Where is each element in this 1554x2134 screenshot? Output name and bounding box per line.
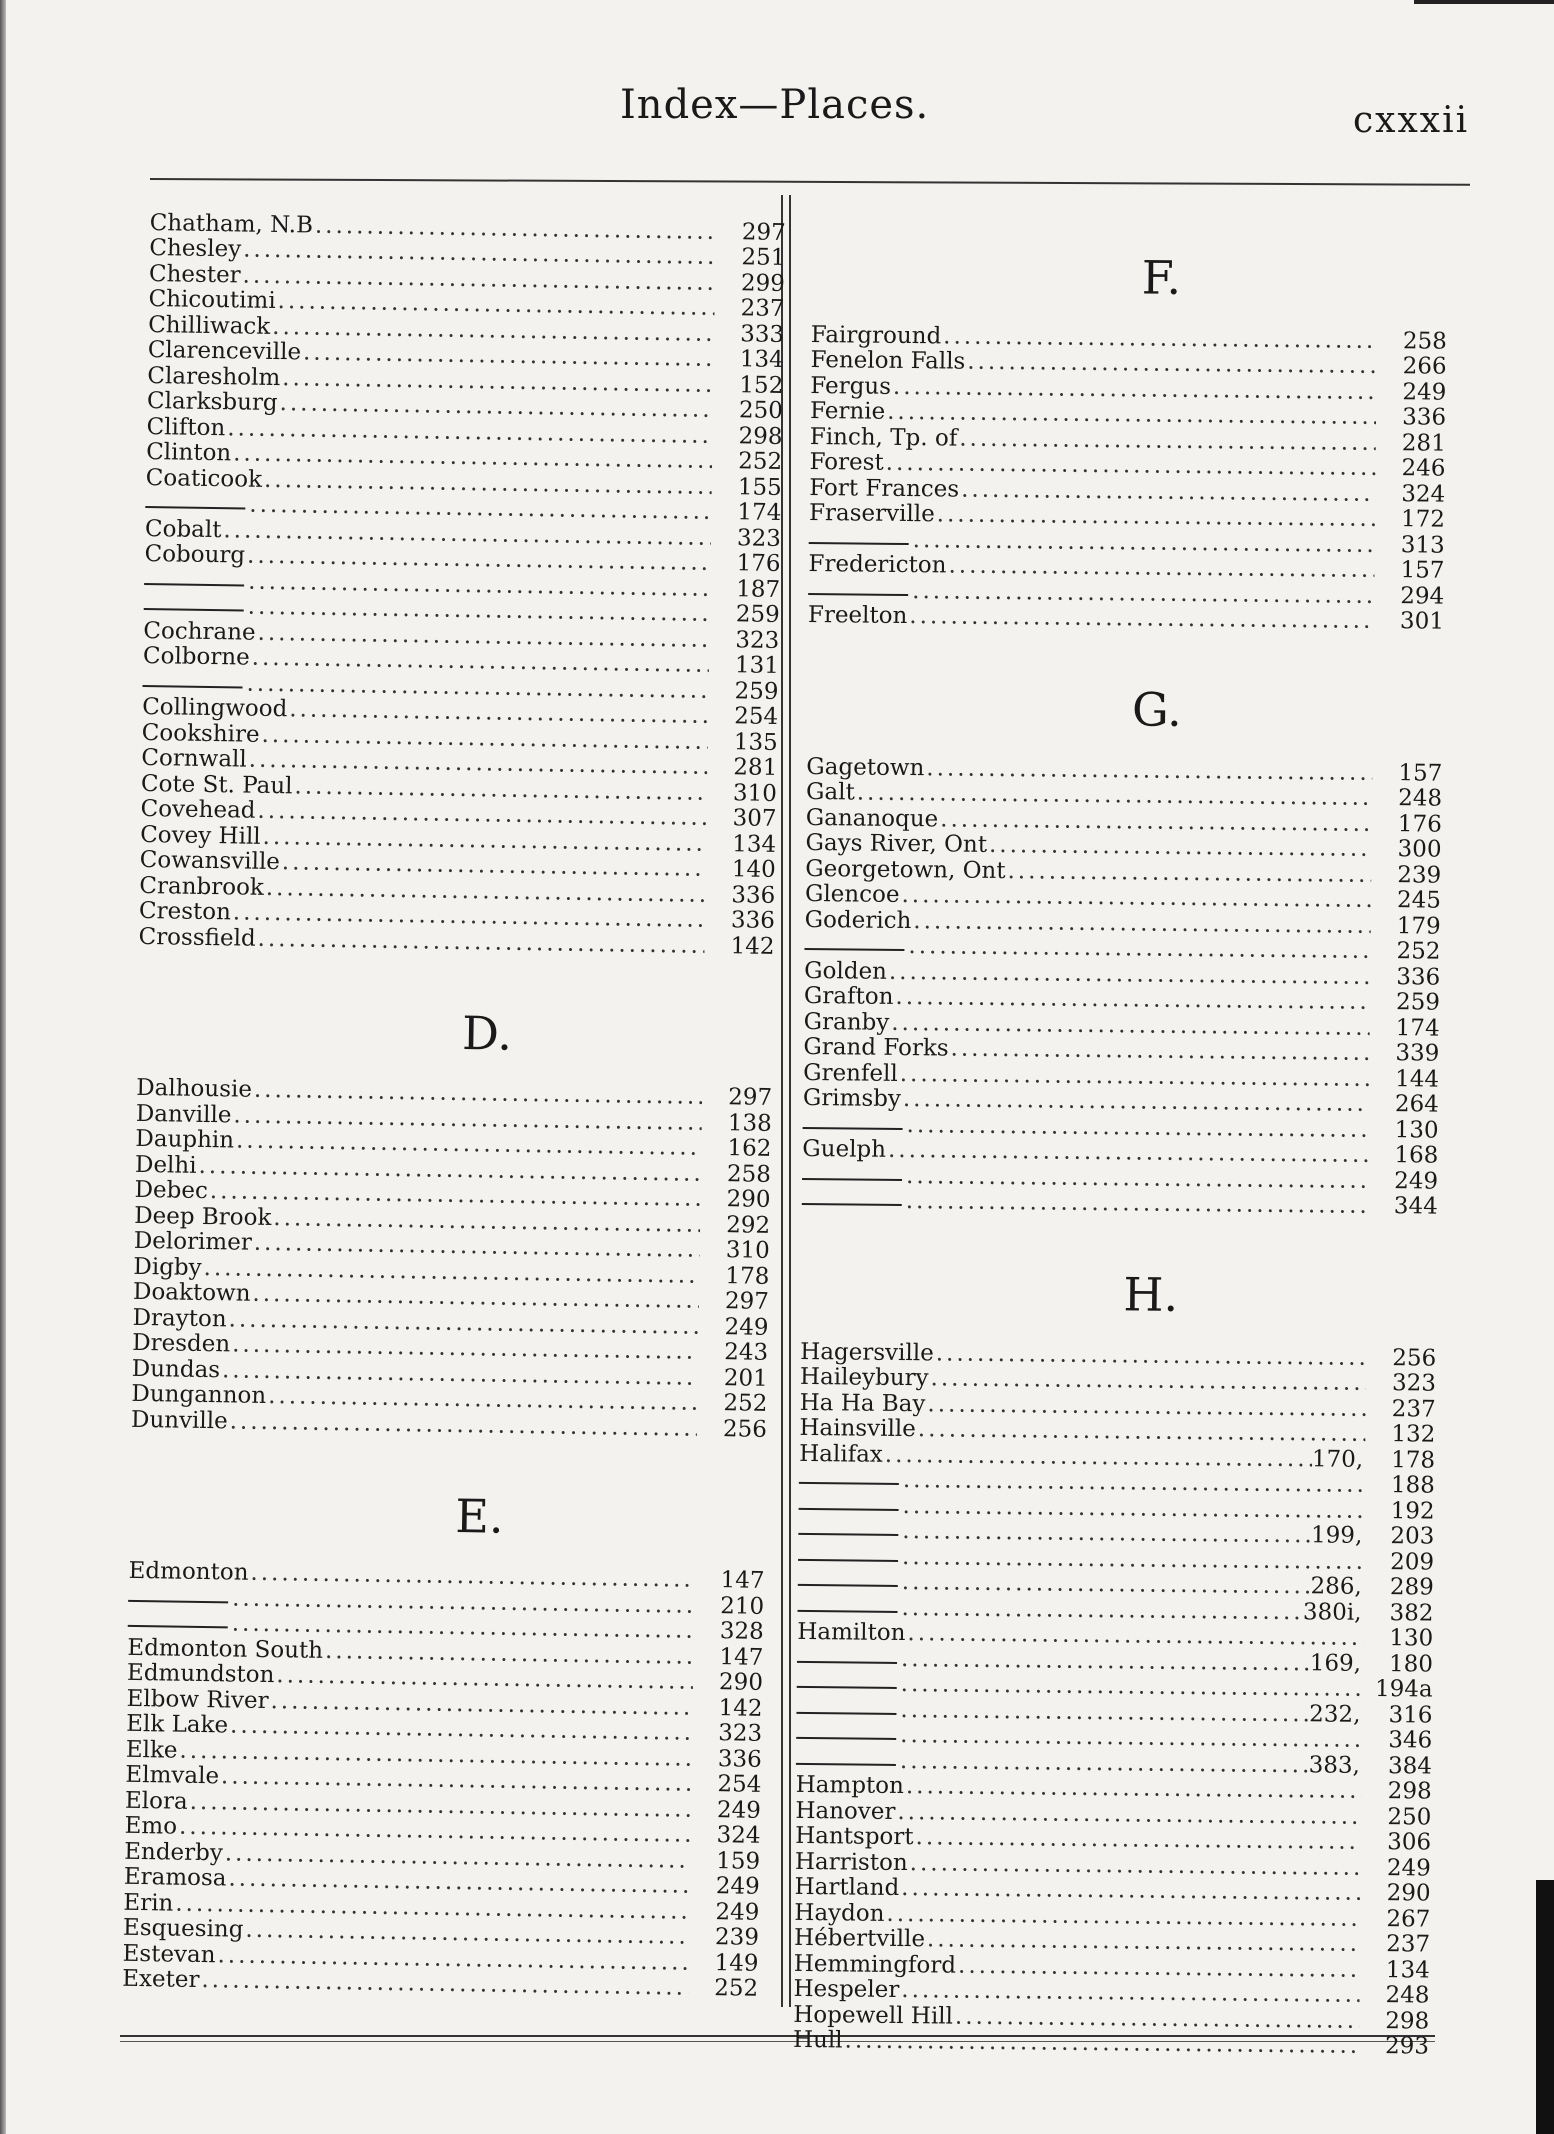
ditto-dash	[802, 1177, 902, 1180]
page-ref: 267	[1386, 1905, 1431, 1933]
page-ref: 301	[1399, 608, 1445, 635]
place-name: Hampton	[795, 1771, 905, 1800]
page-ref: 336	[1402, 404, 1447, 431]
dot-leader	[958, 1953, 1360, 1982]
page-ref: 147	[720, 1567, 765, 1594]
dot-leader	[989, 833, 1372, 862]
page-ref: 323	[736, 524, 782, 552]
page-ref: 203	[1390, 1523, 1435, 1550]
place-name: Forest	[809, 448, 884, 476]
dot-leader	[885, 1442, 1312, 1471]
page-ref: 333	[740, 320, 785, 348]
page-ref: 144	[1395, 1065, 1440, 1093]
page-ref: 250	[1387, 1803, 1432, 1831]
place-name: Erin	[123, 1889, 174, 1917]
page-ref: 299	[740, 269, 786, 297]
place-name: Enderby	[124, 1838, 224, 1866]
page-ref: 209	[1390, 1548, 1435, 1576]
page-ref: 180	[1388, 1650, 1434, 1678]
place-name: Exeter	[122, 1965, 200, 1993]
page-ref: 298	[1385, 2007, 1430, 2035]
place-name: Clarenceville	[147, 336, 302, 366]
page-ref: 249	[724, 1313, 769, 1341]
page-ref: 134	[739, 346, 784, 373]
page-ref: 239	[1397, 861, 1442, 889]
page-ref: 258	[726, 1160, 772, 1188]
dot-leader	[906, 1189, 1368, 1219]
place-name: Guelph	[802, 1135, 887, 1163]
place-name: Colborne	[142, 642, 250, 671]
place-name: Clarksburg	[146, 387, 278, 417]
page-ref: 243	[724, 1339, 769, 1366]
page-ref: 194a	[1374, 1675, 1433, 1703]
page-ref: 252	[723, 1390, 768, 1417]
ditto-dash	[796, 1737, 896, 1740]
place-name: Elke	[125, 1736, 178, 1764]
page-ref: 179	[1396, 912, 1441, 940]
place-name: Edmonton	[128, 1557, 249, 1586]
page-ref: 250	[738, 397, 784, 424]
page-ref: 264	[1394, 1091, 1439, 1118]
page-ref: 210	[720, 1592, 765, 1620]
page-ref: 249	[1394, 1167, 1439, 1195]
ditto-dash	[145, 506, 245, 510]
dot-leader	[948, 553, 1374, 582]
page-ref: 159	[716, 1847, 761, 1875]
header-rule	[150, 178, 1470, 186]
ditto-dash	[144, 582, 244, 586]
page-ref: 258	[1402, 327, 1447, 355]
ditto-dash	[796, 1762, 896, 1765]
page-ref: 323	[735, 626, 780, 654]
section-letter: H.	[1123, 1267, 1179, 1322]
place-name: Elk Lake	[126, 1710, 229, 1739]
page-ref: 249	[1402, 378, 1447, 406]
place-name: Chicoutimi	[148, 285, 276, 314]
extra-page-ref: 170,	[1311, 1445, 1364, 1473]
ditto-dash	[808, 592, 908, 595]
extra-page-ref: 199,	[1310, 1522, 1363, 1549]
page-ref: 142	[718, 1694, 763, 1722]
page-ref: 157	[1400, 557, 1445, 584]
page-ref: 310	[732, 779, 778, 807]
place-name: Chilliwack	[147, 311, 271, 340]
place-name: Glencoe	[804, 880, 900, 908]
place-name: Cobalt	[144, 515, 222, 543]
page-number: cxxxii	[1353, 100, 1470, 141]
dot-leader	[909, 604, 1374, 634]
page-ref: 131	[734, 652, 780, 679]
page-ref: 324	[716, 1822, 761, 1849]
place-name: Collingwood	[141, 693, 288, 723]
place-name: Hagersville	[800, 1338, 934, 1366]
place-name: Haydon	[794, 1899, 885, 1927]
place-name: Gays River, Ont	[805, 829, 988, 858]
ditto-dash	[809, 541, 909, 544]
page-ref: 252	[1396, 938, 1441, 965]
page-ref: 237	[1386, 1931, 1431, 1958]
page-ref: 307	[732, 805, 777, 832]
dot-leader	[927, 1392, 1365, 1422]
place-name: Delorimer	[133, 1227, 253, 1256]
page-ref: 130	[1394, 1116, 1439, 1144]
page-ref: 248	[1385, 1982, 1430, 2009]
dot-leader	[930, 1366, 1366, 1396]
extra-page-ref: 232,	[1309, 1700, 1361, 1728]
place-name: Emo	[124, 1812, 178, 1840]
place-name: Dunville	[130, 1406, 228, 1434]
place-name: Edmundston	[126, 1659, 275, 1689]
page-title: Index—Places.	[620, 82, 930, 128]
place-name: Elora	[124, 1787, 188, 1815]
page-ref: 290	[726, 1186, 771, 1213]
place-name: Dundas	[131, 1355, 221, 1383]
page-ref: 384	[1387, 1752, 1433, 1780]
ditto-dash	[804, 948, 904, 951]
place-name: Deep Brook	[134, 1202, 272, 1231]
dot-leader	[959, 426, 1376, 455]
ditto-dash	[799, 1482, 899, 1485]
place-name: Cranbrook	[139, 872, 265, 901]
page-ref: 252	[714, 1975, 759, 2002]
place-name: Estevan	[122, 1940, 216, 1968]
place-name: Covehead	[140, 795, 256, 824]
place-name: Doaktown	[132, 1278, 251, 1307]
place-name: Granby	[803, 1008, 890, 1036]
page-ref: 382	[1389, 1599, 1434, 1627]
page-ref: 251	[741, 244, 786, 271]
section-letter: D.	[461, 1005, 513, 1061]
section-letter: E.	[454, 1488, 505, 1544]
place-name: Ha Ha Bay	[799, 1389, 926, 1417]
page-edge-top	[1414, 0, 1554, 4]
page-ref: 134	[732, 830, 777, 858]
page-ref: 316	[1388, 1701, 1433, 1729]
page-ref: 289	[1389, 1574, 1434, 1601]
place-name: Cowansville	[139, 846, 281, 876]
ditto-dash	[797, 1660, 897, 1663]
place-name: Grand Forks	[803, 1033, 949, 1062]
page-ref: 249	[716, 1796, 762, 1824]
page-ref: 323	[718, 1720, 763, 1747]
place-name: Grimsby	[802, 1084, 902, 1112]
page-ref: 201	[723, 1364, 768, 1392]
place-name: Debec	[134, 1176, 209, 1205]
place-name: Hamilton	[797, 1618, 906, 1647]
place-name: Gananoque	[805, 804, 939, 832]
place-name: Hainsville	[799, 1414, 916, 1443]
page-ref: 239	[714, 1924, 760, 1951]
ditto-dash	[803, 1126, 903, 1129]
page-ref: 294	[1400, 582, 1445, 610]
page-ref: 178	[1391, 1446, 1436, 1474]
ditto-dash	[798, 1609, 898, 1612]
ditto-dash	[797, 1686, 897, 1689]
place-name: Hull	[792, 2026, 843, 2054]
ditto-dash	[128, 1599, 228, 1603]
place-name: Fraserville	[808, 499, 935, 528]
place-name: Haileybury	[799, 1363, 929, 1392]
dot-leader	[927, 1927, 1360, 1957]
page-ref: 306	[1387, 1829, 1432, 1856]
page-ref: 178	[725, 1262, 770, 1290]
place-name: Cookshire	[141, 719, 260, 748]
page-ref: 339	[1395, 1040, 1440, 1067]
page-ref: 328	[719, 1618, 764, 1645]
place-name: Danville	[135, 1100, 232, 1128]
page-ref: 168	[1394, 1142, 1439, 1169]
page-ref: 249	[1386, 1854, 1431, 1882]
page-ref: 313	[1400, 531, 1445, 559]
place-name: Cobourg	[144, 540, 246, 569]
place-name: Clinton	[145, 438, 232, 467]
dot-leader	[902, 1519, 1311, 1548]
place-name: Elmvale	[125, 1761, 220, 1790]
place-name: Harriston	[794, 1848, 908, 1876]
place-name: Cochrane	[143, 617, 256, 646]
page-ref: 324	[1401, 480, 1446, 508]
ditto-dash	[798, 1533, 898, 1536]
place-name: Fernie	[809, 397, 886, 425]
place-name: Hespeler	[793, 1975, 900, 2004]
page-ref: 336	[717, 1745, 762, 1773]
place-name: Digby	[133, 1253, 202, 1281]
place-name: Dauphin	[135, 1125, 235, 1154]
dot-leader	[844, 2028, 1359, 2058]
page-ref: 172	[1400, 506, 1446, 533]
page-ref: 281	[1401, 429, 1446, 457]
page-ref: 130	[1389, 1625, 1434, 1652]
ditto-dash	[143, 684, 243, 688]
place-name: Fort Frances	[809, 474, 960, 503]
ditto-dash	[798, 1558, 898, 1561]
page-ref: 336	[730, 907, 776, 934]
page-ref: 192	[1390, 1497, 1435, 1525]
page-ref: 188	[1390, 1472, 1436, 1499]
page-ref: 149	[714, 1949, 759, 1977]
page-ref: 134	[1385, 1956, 1430, 1984]
place-name: Chatham, N.B	[149, 209, 314, 239]
page-ref: 290	[1386, 1880, 1431, 1907]
page-ref: 259	[1395, 989, 1441, 1016]
page-ref: 249	[715, 1898, 760, 1926]
page-ref: 237	[740, 295, 785, 322]
ditto-dash	[798, 1584, 898, 1587]
ditto-dash	[144, 608, 244, 612]
page-ref: 176	[736, 550, 781, 577]
page-ref: 266	[1402, 353, 1447, 380]
place-name: Cornwall	[141, 744, 247, 773]
page-ref: 135	[733, 728, 778, 756]
page-ref: 293	[1384, 2033, 1430, 2060]
extra-page-ref: 383,	[1308, 1751, 1361, 1779]
ditto-dash	[796, 1711, 896, 1714]
place-name: Goderich	[804, 906, 912, 934]
ditto-dash	[128, 1625, 228, 1629]
ditto-dash	[799, 1507, 899, 1510]
page-ref: 298	[1387, 1778, 1432, 1805]
page-ref: 292	[726, 1211, 771, 1239]
page-ref: 281	[733, 754, 778, 781]
page-ref: 237	[1391, 1395, 1436, 1423]
page-ref: 259	[735, 601, 780, 628]
place-name: Delhi	[134, 1151, 197, 1179]
dot-leader	[901, 1596, 1303, 1625]
place-name: Galt	[805, 778, 855, 806]
page-ref: 246	[1401, 455, 1446, 482]
page-ref: 344	[1393, 1193, 1438, 1220]
section-letter: F.	[1141, 250, 1182, 305]
dot-leader	[950, 1036, 1369, 1065]
page-ref: 248	[1398, 785, 1443, 812]
page-ref: 187	[736, 575, 781, 603]
page-ref: 259	[734, 677, 779, 705]
page-ref: 138	[727, 1109, 772, 1137]
page-ref: 256	[722, 1415, 768, 1443]
page-ref: 245	[1396, 887, 1442, 914]
page-ref: 155	[737, 473, 782, 501]
dot-leader	[955, 2004, 1360, 2033]
page-ref: 346	[1388, 1727, 1433, 1754]
page-ref: 157	[1398, 759, 1443, 787]
extra-page-ref: 286,	[1310, 1573, 1362, 1600]
index-column-right	[793, 228, 1452, 2060]
page-edge-left	[0, 0, 6, 2134]
index-column-left	[122, 210, 790, 2002]
page-ref: 290	[718, 1669, 764, 1696]
page-ref: 336	[731, 881, 776, 909]
place-name: Drayton	[132, 1304, 227, 1332]
page-edge-right	[1536, 1880, 1554, 2134]
dot-leader	[902, 1570, 1311, 1599]
dot-leader	[936, 1341, 1367, 1371]
place-name: Dalhousie	[136, 1074, 253, 1103]
page-ref: 297	[724, 1288, 770, 1315]
place-name: Coaticook	[145, 464, 263, 493]
place-name: Hopewell Hill	[793, 2001, 954, 2030]
place-name: Finch, Tp. of	[809, 423, 958, 452]
place-name: Esquesing	[122, 1914, 244, 1943]
page-ref: 297	[728, 1084, 773, 1111]
page-ref: 336	[1396, 963, 1441, 991]
page-ref: 140	[731, 856, 776, 883]
page-ref: 323	[1391, 1370, 1437, 1397]
place-name: Fredericton	[808, 550, 947, 579]
place-name: Chesley	[149, 234, 242, 263]
page-ref: 249	[715, 1873, 760, 1900]
page-ref: 256	[1392, 1344, 1437, 1372]
dot-leader	[900, 1749, 1309, 1778]
page-ref: 147	[719, 1643, 764, 1671]
page-ref: 152	[739, 371, 784, 399]
place-name: Grafton	[803, 982, 894, 1010]
place-name: Claresholm	[147, 362, 281, 391]
page-ref: 254	[734, 703, 779, 730]
place-name: Fairground	[810, 321, 942, 349]
place-name: Grenfell	[803, 1059, 898, 1087]
page-ref: 142	[730, 932, 775, 960]
page-ref: 300	[1397, 836, 1442, 863]
place-name: Eramosa	[123, 1863, 227, 1892]
page-ref: 297	[741, 218, 786, 246]
place-name: Hemmingford	[793, 1950, 957, 1979]
place-name: Hébertville	[793, 1924, 926, 1953]
extra-page-ref: 169,	[1309, 1649, 1362, 1677]
place-name: Edmonton South	[127, 1634, 324, 1664]
dot-leader	[967, 350, 1377, 379]
page-ref: 162	[727, 1135, 772, 1162]
dot-leader	[940, 807, 1372, 837]
place-name: Golden	[804, 957, 888, 985]
section-letter: G.	[1131, 682, 1183, 737]
page-ref: 174	[1395, 1014, 1440, 1042]
page-ref: 174	[737, 499, 782, 526]
dot-leader	[943, 324, 1377, 354]
page-ref: 176	[1397, 810, 1442, 838]
dot-leader	[900, 1698, 1309, 1727]
place-name: Georgetown, Ont	[805, 855, 1006, 884]
place-name: Chester	[148, 260, 241, 288]
place-name: Freelton	[807, 601, 908, 630]
dot-leader	[937, 502, 1375, 532]
place-name: Fenelon Falls	[810, 346, 966, 375]
dot-leader	[961, 477, 1375, 506]
place-name: Dresden	[131, 1329, 231, 1358]
page-ref: 132	[1391, 1421, 1436, 1448]
ditto-dash	[802, 1203, 902, 1206]
place-name: Halifax	[799, 1440, 883, 1468]
place-name: Fergus	[810, 372, 892, 400]
place-name: Creston	[138, 897, 232, 926]
page-ref: 310	[725, 1237, 770, 1264]
place-name: Covey Hill	[139, 821, 261, 850]
place-name: Elbow River	[126, 1685, 269, 1714]
place-name: Cote St. Paul	[140, 770, 293, 799]
place-name: Gagetown	[806, 753, 925, 781]
page-ref: 252	[738, 448, 783, 475]
dot-leader	[1007, 859, 1371, 888]
place-name: Crossfield	[138, 923, 256, 952]
extra-page-ref: 380i,	[1302, 1598, 1362, 1626]
page-ref: 254	[717, 1771, 762, 1798]
place-name: Clifton	[146, 413, 226, 441]
place-name: Hantsport	[795, 1822, 914, 1851]
place-name: Hartland	[794, 1873, 900, 1902]
place-name: Hanover	[795, 1797, 896, 1825]
dot-leader	[901, 1647, 1310, 1676]
page-ref: 298	[738, 422, 783, 450]
place-name: Dungannon	[131, 1380, 267, 1409]
